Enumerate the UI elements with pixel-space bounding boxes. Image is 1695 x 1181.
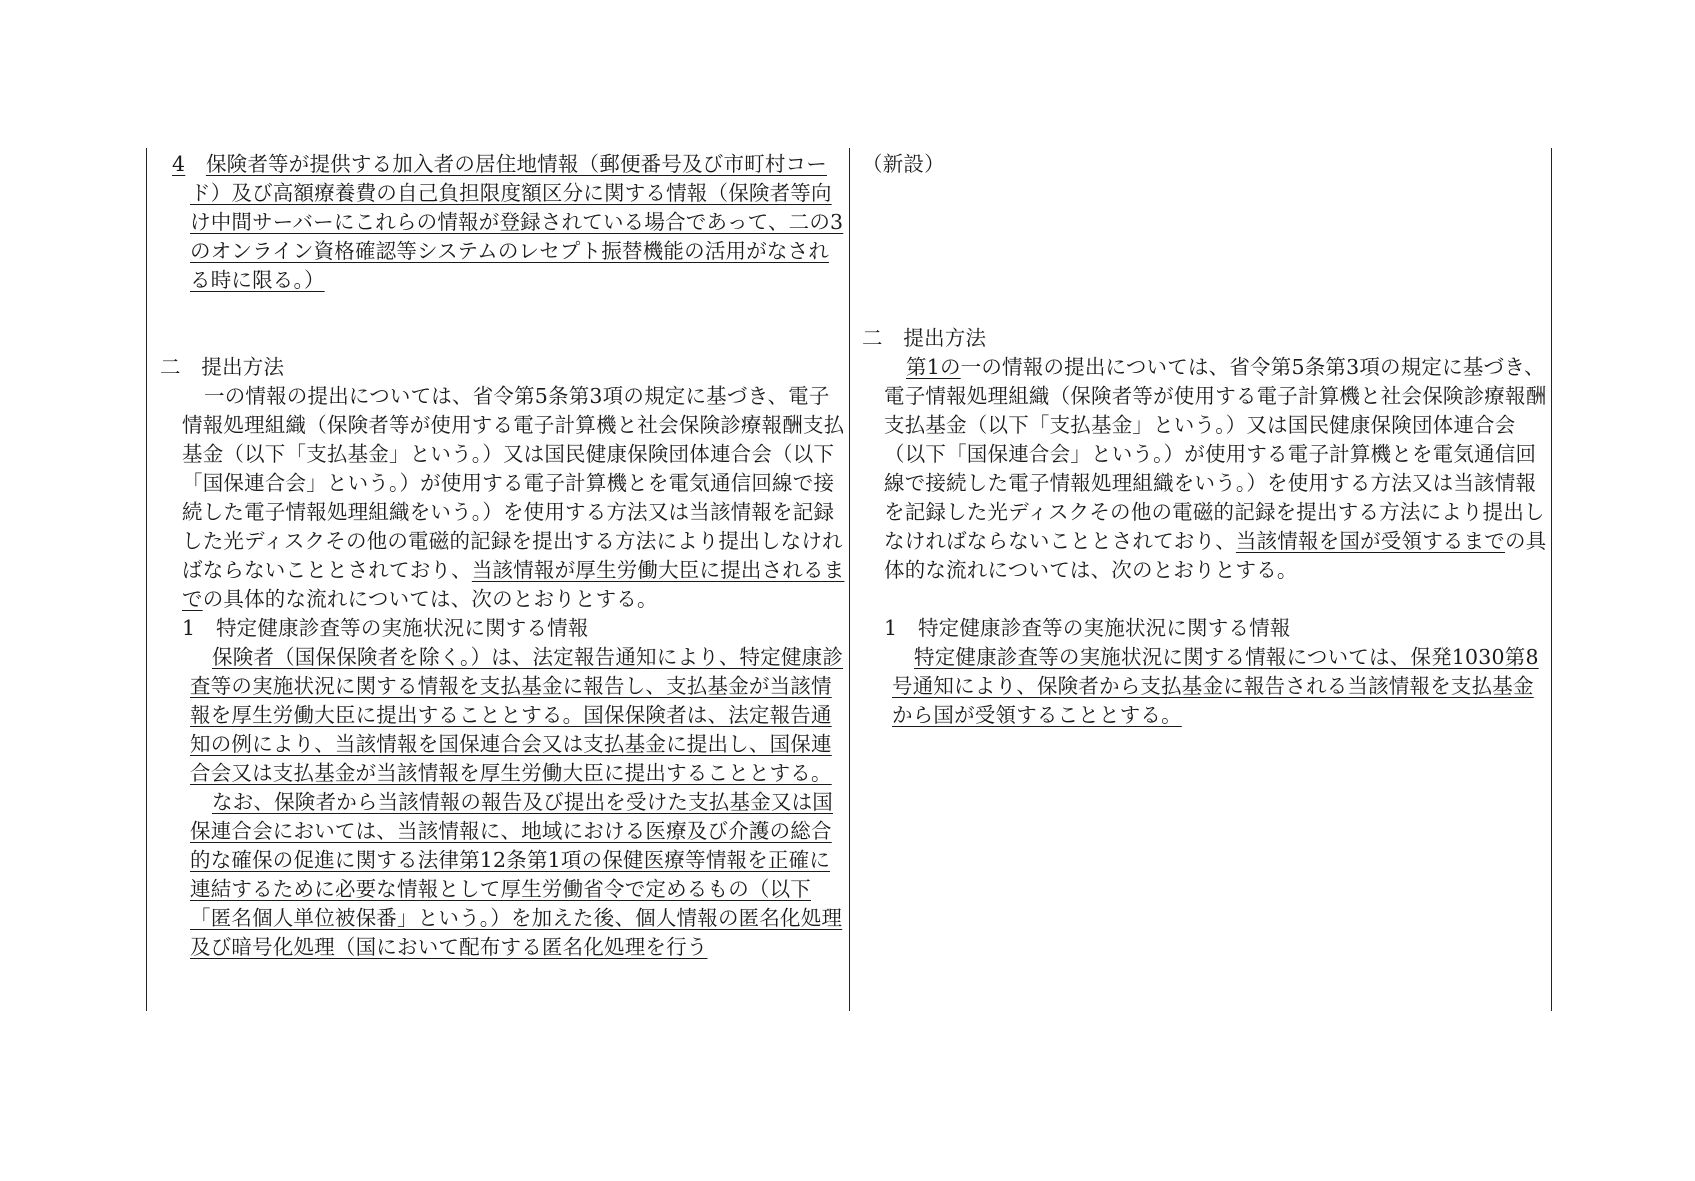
right-section-2-body-underlined: 当該情報を国が受領するまで: [1235, 529, 1506, 553]
right-section-2-body-plain: 一の情報の提出については、省令第5条第3項の規定に基づき、電子情報処理組織（保険者等が使用する電子計算機と社会保険診療報酬支払基金（以下「支払基金」という。）又は国民健康保険団体連合会（以下「国保連合会」という。）が使用する電子計算機とを電気通信回線で接続した電子情報処理組織をいう。）を使用する方法又は当該情報を記録した光ディスクその他の電磁的記録を提出する方法により提出しなければならないこととされており、: [884, 355, 1547, 553]
right-section-2-body: [862, 353, 1550, 585]
right-column-current: [862, 150, 1550, 730]
right-new-label: （新設）: [862, 152, 945, 176]
left-item-1-para-2: [160, 788, 848, 962]
left-item-1-para-1-text: 保険者（国保保険者を除く。）は、法定報告通知により、特定健康診査等の実施状況に関する情報を支払基金に報告し、支払基金が当該情報を厚生労働大臣に提出することとする。国保保険者は、法定報告通知の例により、当該情報を国保連合会又は支払基金に提出し、国保連合会又は支払基金が当該情報を厚生労働大臣に提出することとする。: [190, 645, 844, 785]
right-item-1-para-1: [862, 643, 1550, 730]
left-section-2-body-underlined: 当該情報が厚生労働大臣に提出されるまで: [182, 558, 845, 611]
right-section-2-body-tail: の具体的な流れについては、次のとおりとする。: [884, 529, 1547, 582]
left-section-2-body-plain: 一の情報の提出については、省令第5条第3項の規定に基づき、電子情報処理組織（保険者等が使用する電子計算機と社会保険診療報酬支払基金（以下「支払基金」という。）又は国民健康保険団体連合会（以下「国保連合会」という。）が使用する電子計算機とを電気通信回線で接続した電子情報処理組織をいう。）を使用する方法又は当該情報を記録した光ディスクその他の電磁的記録を提出する方法により提出しなければならないこととされており、: [182, 384, 845, 582]
right-section-2-heading: 二 提出方法: [862, 326, 987, 350]
table-center-divider: [849, 148, 850, 1011]
left-item-4-number: 4: [172, 152, 186, 176]
right-section-2-body-underlined-lead: 第1の: [906, 355, 961, 379]
left-item-4: [160, 150, 848, 295]
table-left-border: [146, 148, 147, 1011]
right-item-1-para-1-text: 特定健康診査等の実施状況に関する情報については、保発1030第8号通知により、保険者から支払基金に報告される当該情報を支払基金から国が受領することとする。: [892, 645, 1539, 727]
table-right-border: [1551, 148, 1552, 1011]
right-item-1-heading: 1 特定健康診査等の実施状況に関する情報: [884, 616, 1291, 640]
left-item-1-heading: 1 特定健康診査等の実施状況に関する情報: [182, 616, 589, 640]
left-column-revised: [160, 150, 848, 962]
left-item-1-para-1: [160, 643, 848, 788]
left-section-2-body-tail: の具体的な流れについては、次のとおりとする。: [202, 587, 658, 611]
left-item-1-para-2-text: なお、保険者から当該情報の報告及び提出を受けた支払基金又は国保連合会においては、当該情報に、地域における医療及び介護の総合的な確保の促進に関する法律第12条第1項の保健医療等情報を正確に連結するために必要な情報として厚生労働省令で定めるもの（以下「匿名個人単位被保番」という。）を加えた後、個人情報の匿名化処理及び暗号化処理（国において配布する匿名化処理を行う: [190, 790, 843, 959]
left-section-2-heading: 二 提出方法: [160, 355, 285, 379]
left-section-2-body: [160, 382, 848, 614]
left-item-4-text: 保険者等が提供する加入者の居住地情報（郵便番号及び市町村コード）及び高額療養費の自己負担限度額区分に関する情報（保険者等向け中間サーバーにこれらの情報が登録されている場合であって、二の3のオンライン資格確認等システムのレセプト振替機能の活用がなされる時に限る。）: [190, 152, 844, 292]
